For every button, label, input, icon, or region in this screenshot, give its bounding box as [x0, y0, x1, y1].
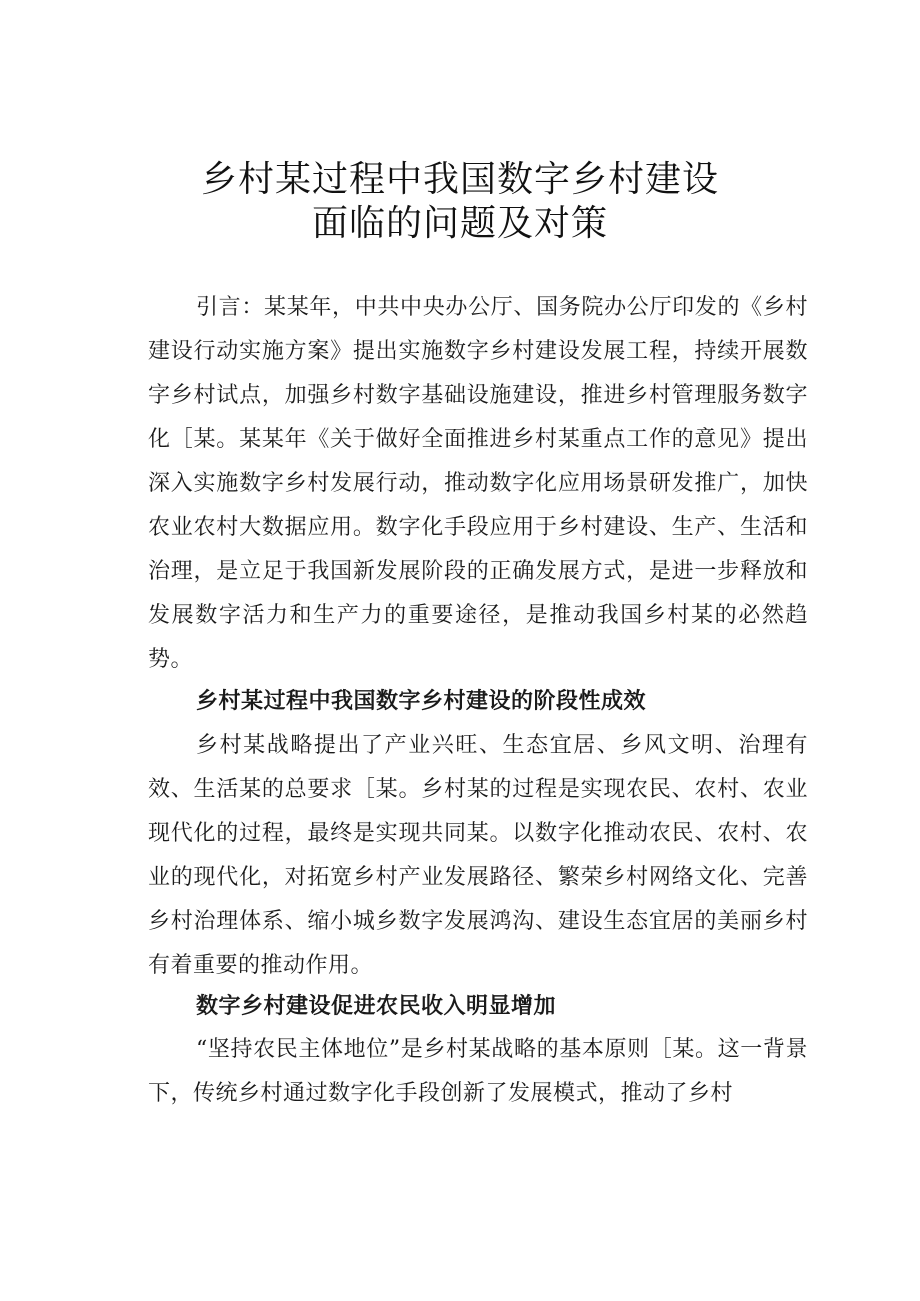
- subsection-paragraph: “坚持农民主体地位”是乡村某战略的基本原则［某。这一背景下，传统乡村通过数字化手段创新了发展模式，推动了乡村: [148, 1037, 808, 1106]
- subsection-heading: 数字乡村建设促进农民收入明显增加: [196, 993, 557, 1019]
- document-title-line1: 乡村某过程中我国数字乡村建设: [200, 159, 719, 200]
- intro-paragraph: 引言：某某年，中共中央办公厅、国务院办公厅印发的《乡村建设行动实施方案》提出实施数字乡村建设发展工程，持续开展数字乡村试点，加强乡村数字基础设施建设，推进乡村管理服务数字化［某。某某年《关于做好全面推进乡村某重点工作的意见》提出深入实施数字乡村发展行动，推动数字化应用场景研发推广，加快农业农村大数据应用。数字化手段应用于乡村建设、生产、生活和治理，是立足于我国新发展阶段的正确发展方式，是进一步释放和发展数字活力和生产力的重要途径，是推动我国乡村某的必然趋势。: [148, 295, 808, 672]
- document-title-line2: 面临的问题及对策: [311, 203, 608, 244]
- section-paragraph: 乡村某战略提出了产业兴旺、生态宜居、乡风文明、治理有效、生活某的总要求［某。乡村某的过程是实现农民、农村、农业现代化的过程，最终是实现共同某。以数字化推动农民、农村、农业的现代化，对拓宽乡村产业发展路径、繁荣乡村网络文化、完善乡村治理体系、缩小城乡数字发展鸿沟、建设生态宜居的美丽乡村有着重要的推动作用。: [148, 733, 808, 978]
- section-heading: 乡村某过程中我国数字乡村建设的阶段性成效: [196, 689, 647, 714]
